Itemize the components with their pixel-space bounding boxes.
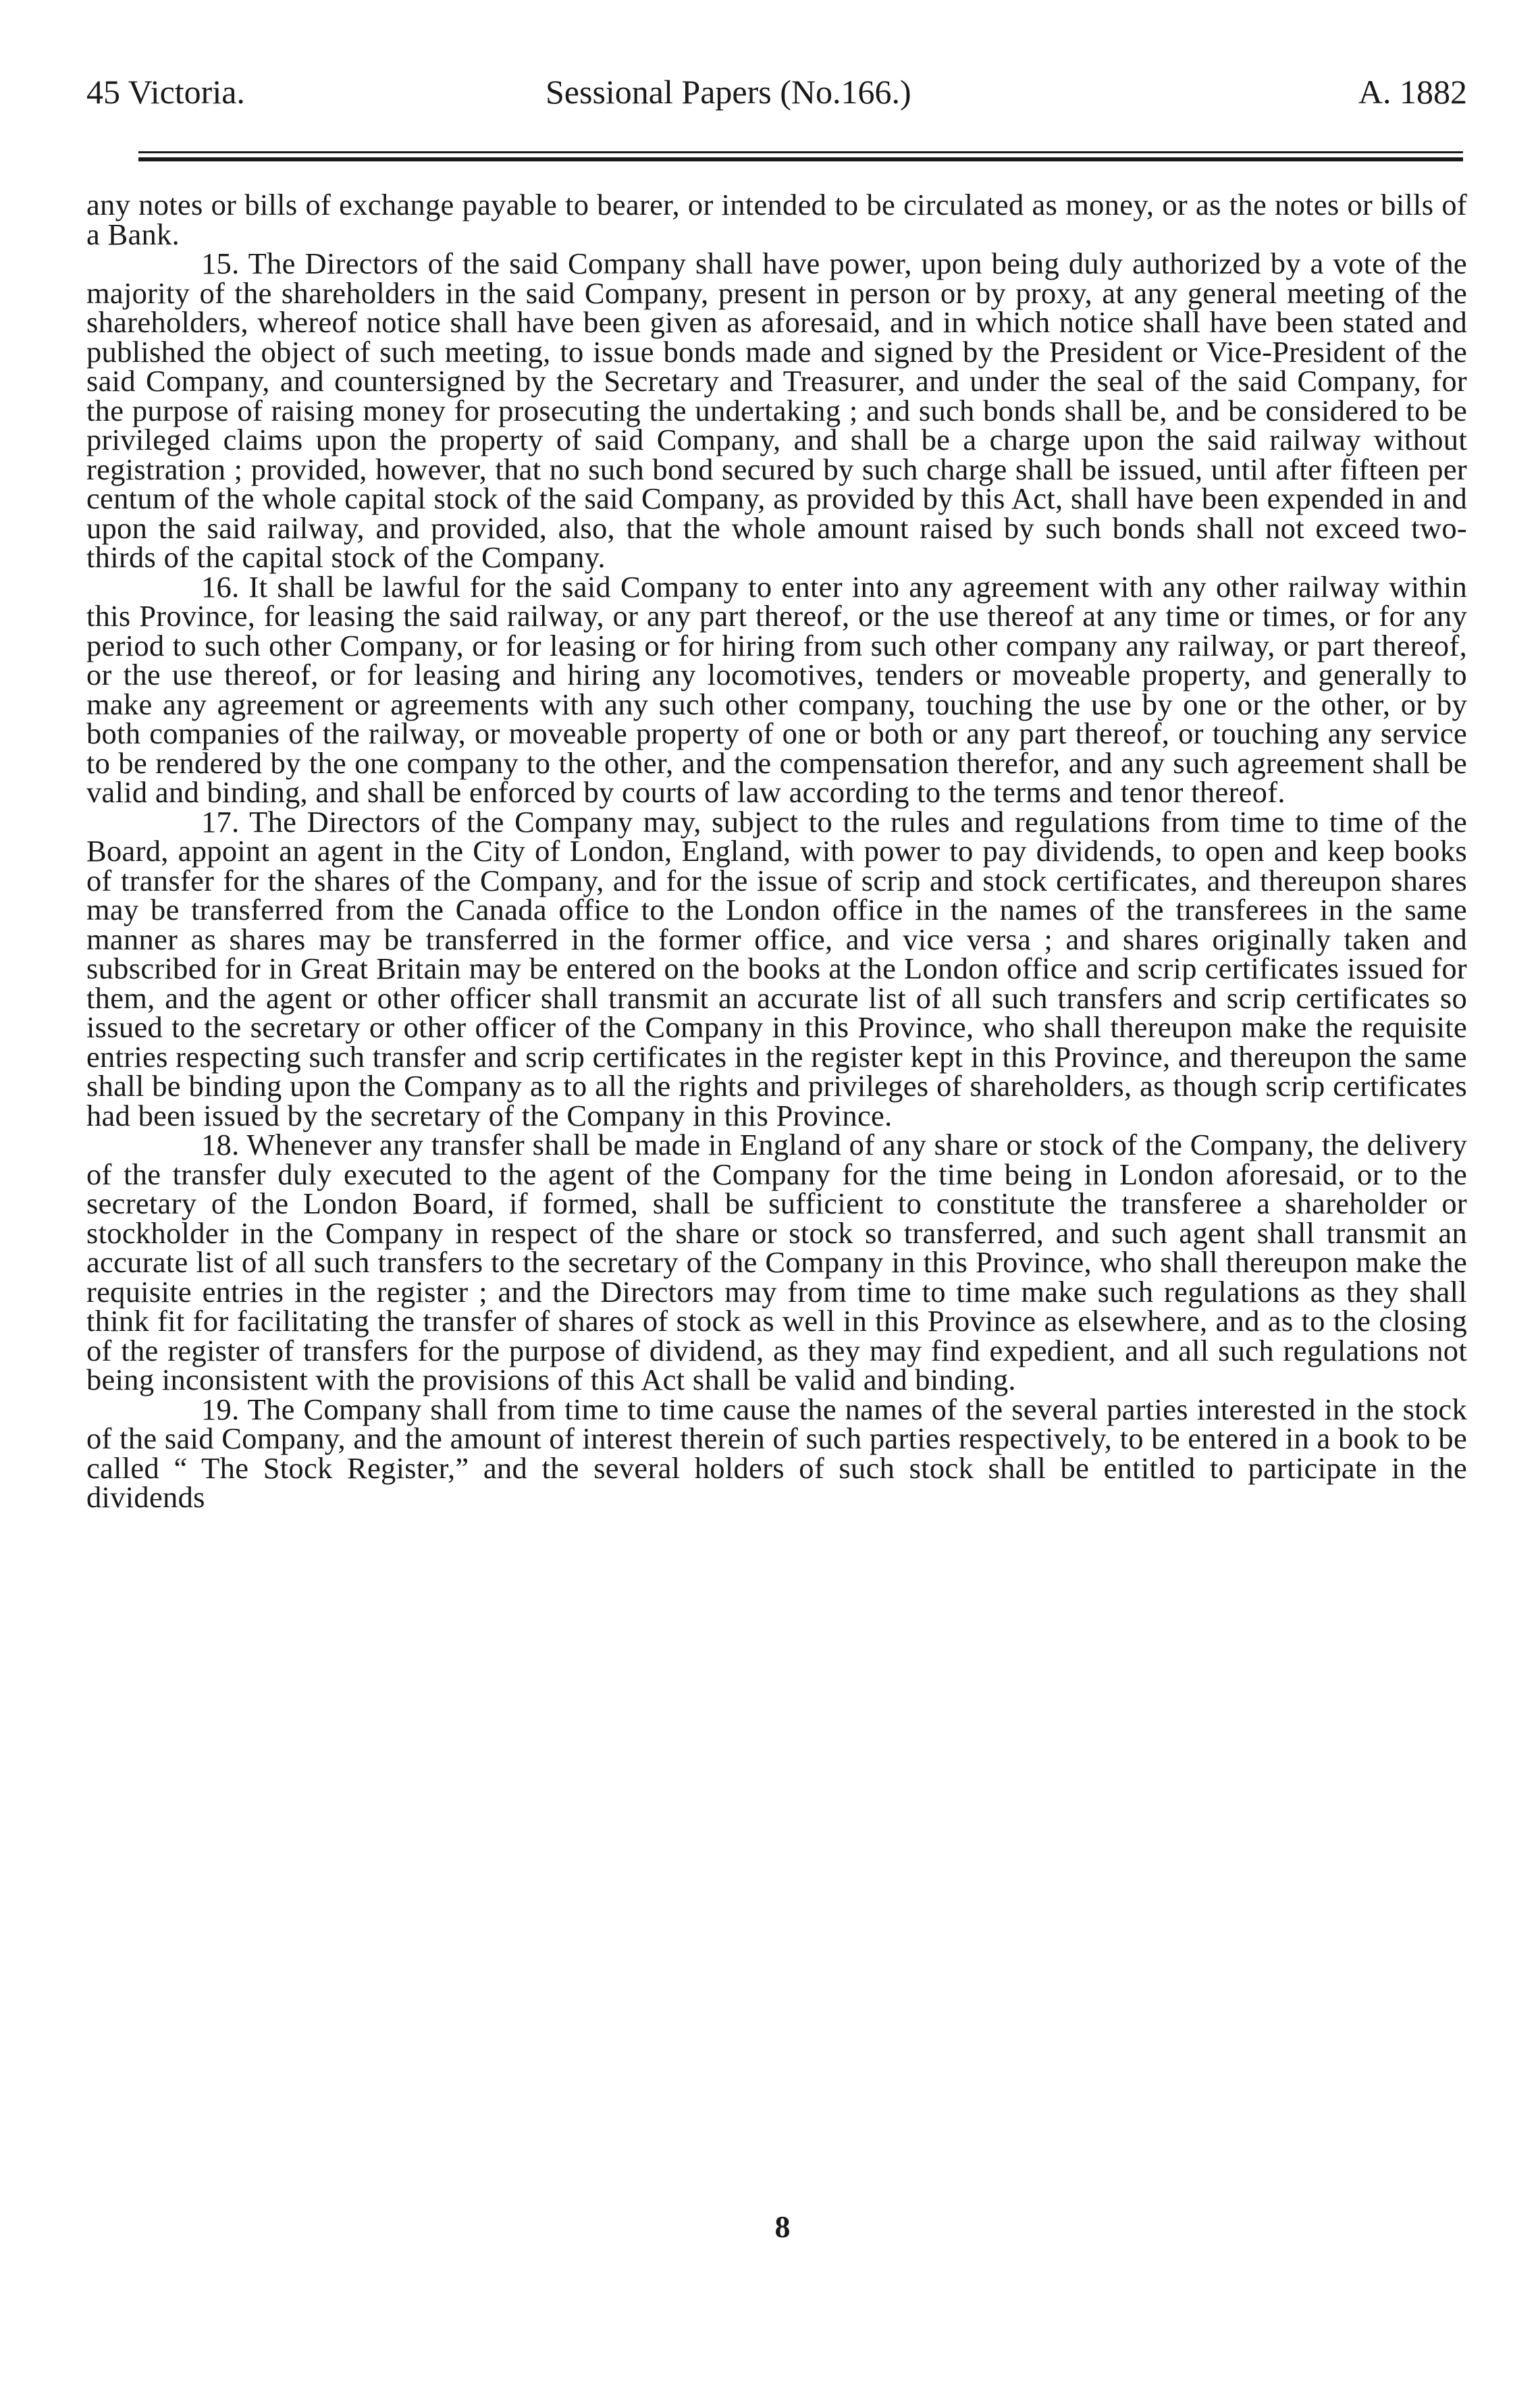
- header-year: A. 1882: [1358, 73, 1467, 111]
- header-publication-title: Sessional Papers (No.166.): [546, 73, 911, 111]
- paragraph-section-19: 19. The Company shall from time to time cause the names of the several parties interested in the stock of the said Company, and the amount of interest therein of such parties respectively, to be entered in a book to be called “ The Stock Register,” and the several holders of such stock shall be entitled to participate in the dividends: [86, 1392, 1467, 1514]
- paragraph-section-17: 17. The Directors of the Company may, subject to the rules and regulations from time to time of the Board, appoint an agent in the City of London, England, with power to pay dividends, to open and keep books of transfer for the shares of the Company, and for the issue of scrip and stock certificates, and thereupon shares may be transferred from the Canada office to the London office in the names of the transferees in the same manner as shares may be transferred in the former office, and vice versa ; and shares originally taken and subscribed for in Great Britain may be entered on the books at the London office and scrip certificates issued for them, and the agent or other officer shall transmit an accurate list of all such transfers and scrip certificates so issued to the secretary or other officer of the Company in this Province, who shall thereupon make the requisite entries respecting such transfer and scrip certificates in the register kept in this Province, and thereupon the same shall be binding upon the Company as to all the rights and privileges of shareholders, as though scrip certificates had been issued by the secretary of the Company in this Province.: [86, 804, 1467, 1132]
- running-header: [86, 65, 1467, 119]
- body-text: [86, 190, 1467, 1513]
- page-number: 8: [774, 2209, 791, 2244]
- paragraph-continuation: any notes or bills of exchange payable to bearer, or intended to be circulated as money, or as the notes or bills of a Bank.: [86, 188, 1467, 251]
- paragraph-section-18: 18. Whenever any transfer shall be made in England of any share or stock of the Company, the delivery of the transfer duly executed to the agent of the Company for the time being in London aforesaid, or to the secretary of the London Board, if formed, shall be sufficient to constitute the transferee a shareholder or stockholder in the Company in respect of the share or stock so transferred, and such agent shall transmit an accurate list of all such transfers to the secretary of the Company in this Province, who shall thereupon make the requisite entries in the register ; and the Directors may from time to time make such regulations as they shall think fit for facilitating the transfer of shares of stock as well in this Province as elsewhere, and as to the closing of the register of transfers for the purpose of dividend, as they may find expedient, and all such regulations not being inconsistent with the provisions of this Act shall be valid and binding.: [86, 1128, 1467, 1396]
- header-rule-thin: [138, 151, 1463, 153]
- paragraph-section-16: 16. It shall be lawful for the said Company to enter into any agreement with any other railway within this Province, for leasing the said railway, or any part thereof, or the use thereof at any time or times, or for any period to such other Company, or for leasing or for hiring from such other company any railway, or part thereof, or the use thereof, or for leasing and hiring any locomotives, tenders or moveable property, and generally to make any agreement or agreements with any such other company, touching the use by one or the other, or by both companies of the railway, or moveable property of one or both or any part thereof, or touching any service to be rendered by the one company to the other, and the compensation therefor, and any such agreement shall be valid and binding, and shall be enforced by courts of law according to the terms and tenor thereof.: [86, 569, 1467, 809]
- header-regnal-year: 45 Victoria.: [86, 73, 245, 111]
- header-rule-thick: [138, 157, 1463, 161]
- paragraph-section-15: 15. The Directors of the said Company shall have power, upon being duly authorized by a vote of the majority of the shareholders in the said Company, present in person or by proxy, at any general meeting of the shareholders, whereof notice shall have been given as aforesaid, and in which notice shall have been stated and published the object of such meeting, to issue bonds made and signed by the President or Vice-President of the said Company, and countersigned by the Secretary and Treasurer, and under the seal of the said Company, for the purpose of raising money for prosecuting the undertaking ; and such bonds shall be, and be considered to be privileged claims upon the property of said Company, and shall be a charge upon the said railway without registration ; provided, however, that no such bond secured by such charge shall be issued, until after fifteen per centum of the whole capital stock of the said Company, as provided by this Act, shall have been expended in and upon the said railway, and provided, also, that the whole amount raised by such bonds shall not exceed two-thirds of the capital stock of the Company.: [86, 246, 1467, 574]
